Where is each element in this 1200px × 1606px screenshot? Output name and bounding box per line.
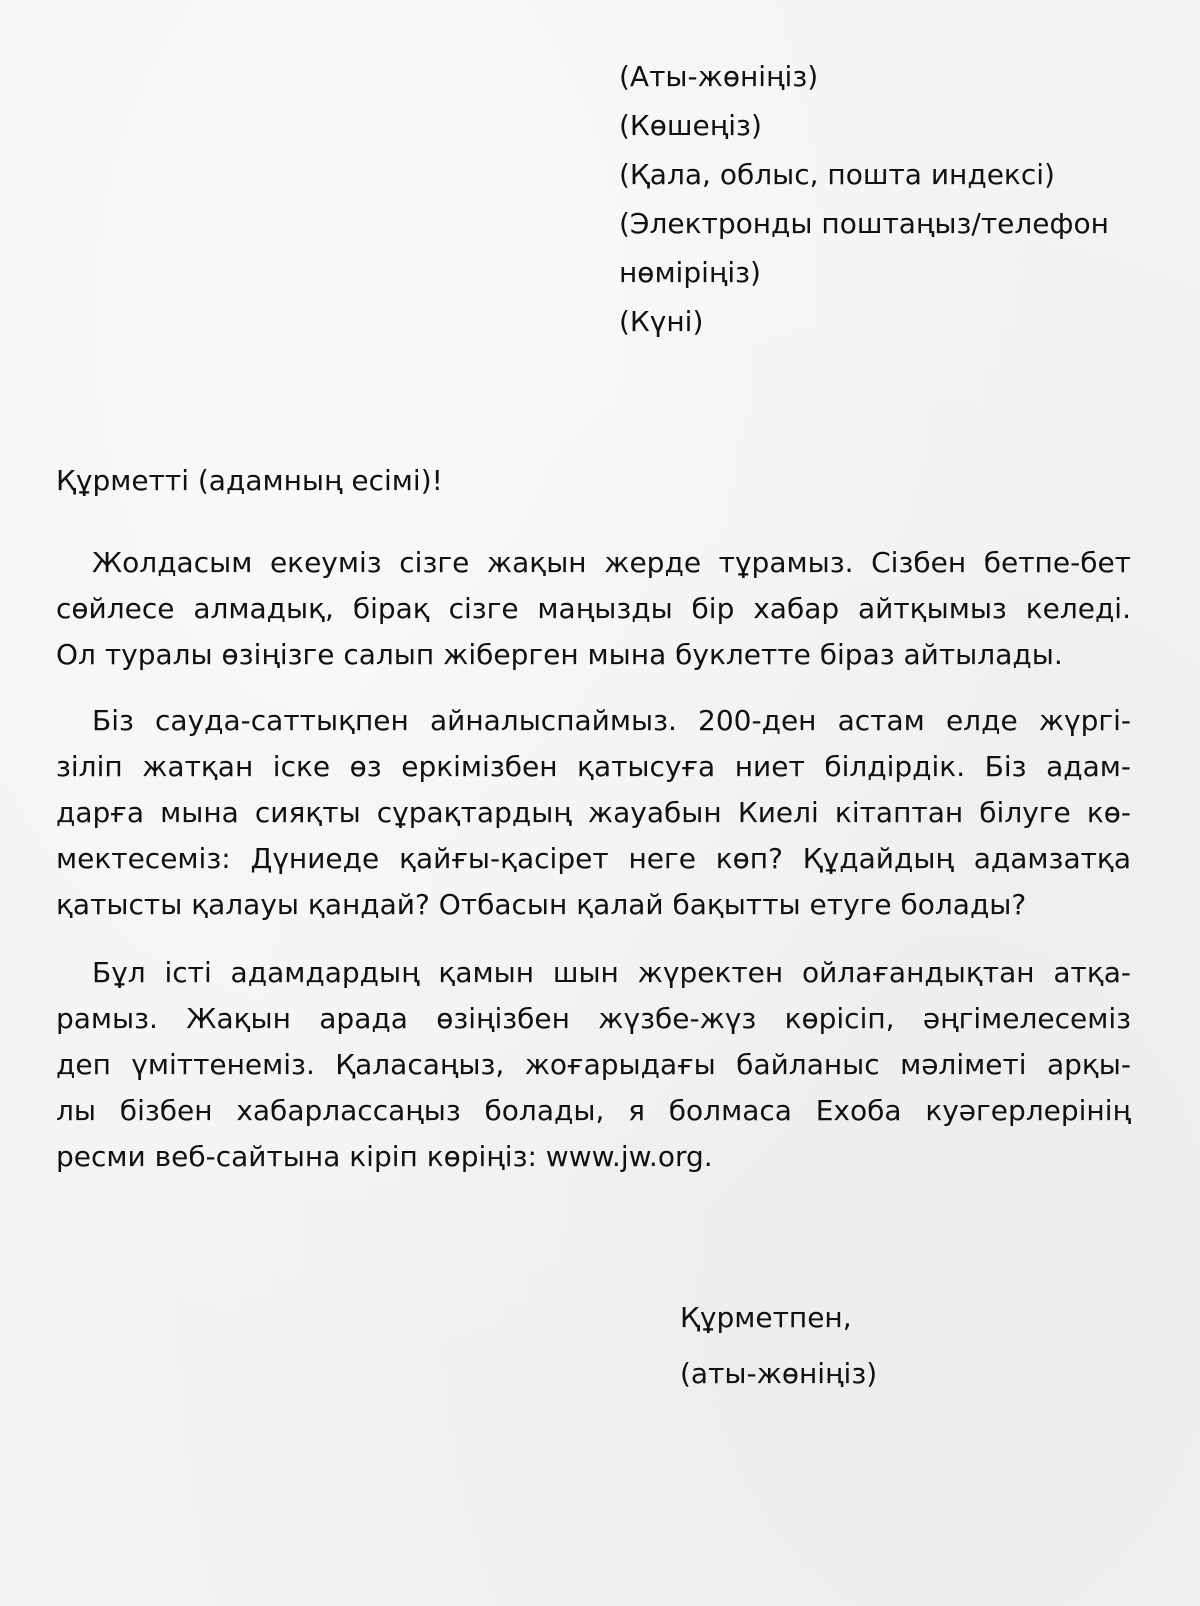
paragraph-line: Ол туралы өзіңізге салып жіберген мына буклетте біраз айтылады.: [56, 638, 1063, 671]
paragraph-line: лы бізбен хабарлассаңыз болады, я болмаса Ехоба куәгерлерінің: [56, 1094, 1131, 1127]
paragraph-line: Біз сауда-саттықпен айналыспаймыз. 200-ден астам елде жүргі-: [92, 704, 1131, 737]
paragraph-line: сөйлесе алмадық, бірақ сізге маңызды бір хабар айтқымыз келеді.: [56, 592, 1131, 625]
paragraph-line: деп үміттенеміз. Қаласаңыз, жоғарыдағы байланыс мәліметі арқы-: [56, 1048, 1131, 1081]
sender-contact-cont: нөміріңіз): [619, 256, 761, 289]
body-paragraph-2: [56, 698, 1131, 928]
paragraph-line: қатысты қалауы қандай? Отбасын қалай бақытты етуге болады?: [56, 888, 1027, 921]
sender-name: (Аты-жөніңіз): [619, 60, 819, 93]
paragraph-line: мектесеміз: Дүниеде қайғы-қасірет неге көп? Құдайдың адамзатқа: [56, 842, 1131, 875]
paragraph-line: Бұл істі адамдардың қамын шын жүректен ойлағандықтан атқа-: [92, 956, 1131, 989]
paragraph-line: дарға мына сияқты сұрақтардың жауабын Киелі кітаптан білуге кө-: [56, 796, 1131, 829]
paragraph-line: рамыз. Жақын арада өзіңізбен жүзбе-жүз көрісіп, әңгімелесеміз: [56, 1002, 1131, 1035]
sender-contact: (Электронды поштаңыз/телефон: [619, 207, 1109, 240]
sender-city: (Қала, облыс, пошта индексі): [619, 158, 1055, 191]
body-paragraph-1: [56, 540, 1131, 678]
sender-address-block: [619, 52, 1109, 346]
body-paragraph-3: [56, 950, 1131, 1180]
paragraph-line-with-website: ресми веб-сайтына кіріп көріңіз: www.jw.org.: [56, 1140, 713, 1173]
paragraph-line: зіліп жатқан іске өз еркімізбен қатысуға ниет білдірдік. Біз адам-: [56, 750, 1131, 783]
sender-date: (Күні): [619, 305, 704, 338]
signature: (аты-жөніңіз): [680, 1357, 878, 1390]
valediction: Құрметпен,: [680, 1301, 852, 1334]
sender-street: (Көшеңіз): [619, 109, 762, 142]
closing-block: [680, 1290, 877, 1402]
paragraph-line: Жолдасым екеуміз сізге жақын жерде тұрамыз. Сізбен бетпе-бет: [92, 546, 1131, 579]
greeting: Құрметті (адамның есімі)!: [56, 464, 443, 497]
